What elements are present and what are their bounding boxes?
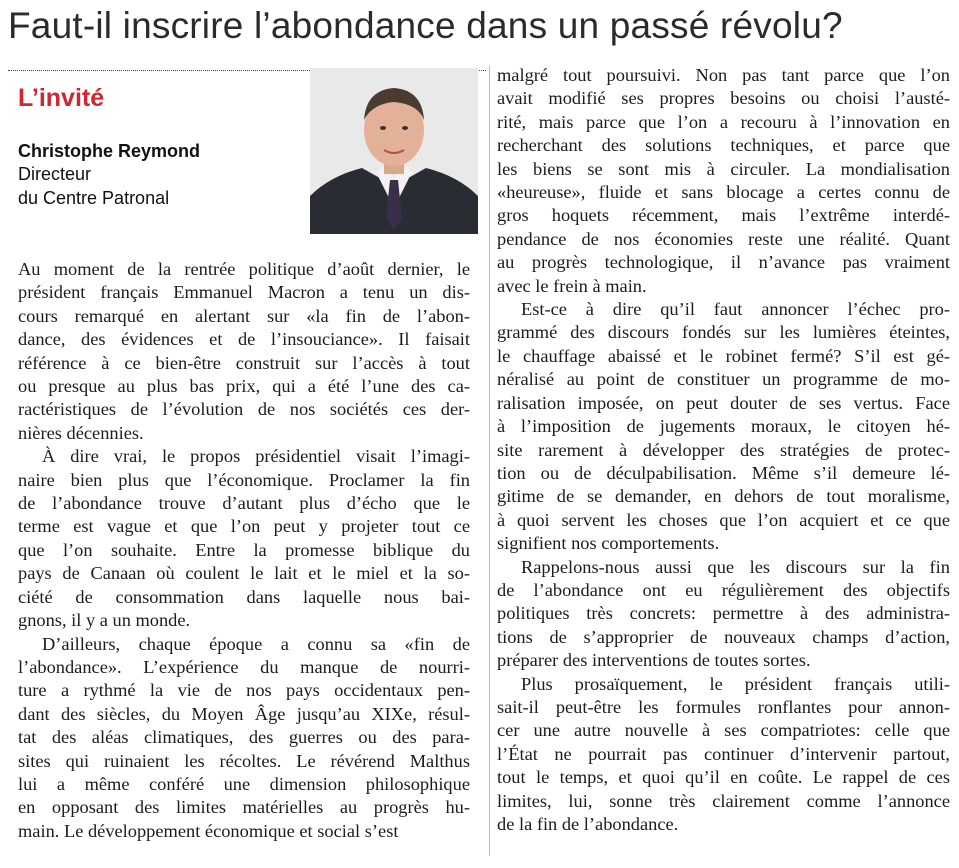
text-line: préparer des interventions de toutes sortes. bbox=[497, 650, 811, 671]
text-line: lui a même conféré une dimension philosophique bbox=[18, 773, 470, 794]
text-line: main. Le développement économique et social s’est bbox=[18, 820, 399, 841]
text-line: recherchant des solutions techniques, et parce que bbox=[497, 135, 950, 156]
text-line: l’État ne pourrait pas continuer d’intervenir partout, bbox=[497, 743, 950, 764]
author-role-line1: Directeur bbox=[18, 164, 92, 184]
text-line: gitime de se demander, en dehors de tout moralisme, bbox=[497, 486, 950, 507]
text-line: signifient nos comportements. bbox=[497, 533, 720, 554]
text-line: ralisation imposée, on peut douter de ses vertus. Face bbox=[497, 392, 950, 413]
text-line: l’abondance». L’expérience du manque de nourri- bbox=[18, 656, 470, 677]
guest-label: L’invité bbox=[18, 84, 105, 112]
text-line: sait-il peut-être les formules ronflantes pour annon- bbox=[497, 696, 950, 717]
text-line: terme est vague et que l’on peut y projeter tout ce bbox=[18, 516, 470, 537]
text-line: de l’abondance ont eu régulièrement des objectifs bbox=[497, 579, 950, 600]
text-line: à quoi servent les choses que l’on acquiert et ce que bbox=[497, 509, 950, 530]
text-line: ciété de consommation dans laquelle nous bai- bbox=[18, 586, 470, 607]
text-line: tion ou de déculpabilisation. Même s’il demeure lé- bbox=[497, 462, 950, 483]
article-column-right bbox=[497, 64, 950, 836]
text-line: site rarement à développer des stratégies de protec- bbox=[497, 439, 950, 460]
text-line: pendance de nos économies reste une réalité. Quant bbox=[497, 228, 950, 249]
text-line: Plus prosaïquement, le président français utili- bbox=[521, 673, 950, 694]
text-line: référence à ce bien-être construit sur l’accès à tout bbox=[18, 352, 470, 373]
text-line: tat des aléas climatiques, des guerres ou des para- bbox=[18, 727, 470, 748]
text-line: gros hoquets récemment, mais l’extrême interdé- bbox=[497, 205, 950, 226]
text-line: de la fin de l’abondance. bbox=[497, 814, 679, 834]
paragraph bbox=[497, 673, 950, 837]
text-line: dant des siècles, du Moyen Âge jusqu’au XIXe, résul- bbox=[18, 703, 470, 724]
text-line: les biens se sont mis à circuler. La mondialisation bbox=[497, 158, 950, 179]
text-line: rité, mais parce que l’on a recouru à l’innovation en bbox=[497, 111, 950, 132]
text-line: ou presque au plus bas prix, qui a été l’une des ca- bbox=[18, 376, 470, 397]
text-line: «heureuse», fluide et sans blocage a certes connu de bbox=[497, 182, 950, 203]
text-line: politiques très concrets: permettre à des administra- bbox=[497, 603, 950, 624]
author-portrait bbox=[310, 68, 478, 234]
text-line: sites qui ruinaient les récoltes. Le révérend Malthus bbox=[18, 750, 470, 771]
text-line: Est-ce à dire qu’il faut annoncer l’échec pro- bbox=[521, 299, 950, 320]
text-line: néralisé au point de constituer un programme de mo- bbox=[497, 369, 950, 390]
text-line: que l’on souhaite. Entre la promesse biblique du bbox=[18, 539, 470, 560]
paragraph bbox=[497, 298, 950, 555]
paragraph bbox=[497, 64, 950, 298]
article-column-left bbox=[18, 258, 470, 843]
text-line: au progrès technologique, il n’avance pas vraiment bbox=[497, 252, 950, 273]
paragraph bbox=[497, 556, 950, 673]
text-line: président français Emmanuel Macron a tenu un dis- bbox=[18, 282, 470, 303]
article-headline: Faut-il inscrire l’abondance dans un passé révolu? bbox=[8, 5, 843, 46]
text-line: À dire vrai, le propos présidentiel visait l’imagi- bbox=[42, 446, 470, 467]
text-line: avec le frein à main. bbox=[497, 275, 647, 296]
author-role-line2: du Centre Patronal bbox=[18, 188, 170, 208]
text-line: Rappelons-nous aussi que les discours sur la fin bbox=[521, 556, 950, 577]
paragraph bbox=[18, 633, 470, 844]
column-divider bbox=[489, 66, 490, 856]
text-line: le chauffage abaissé et le robinet fermé? S’il est gé- bbox=[497, 345, 950, 366]
guest-box bbox=[8, 62, 480, 234]
text-line: Au moment de la rentrée politique d’août dernier, le bbox=[18, 259, 470, 279]
paragraph bbox=[18, 445, 470, 632]
text-line: nières décennies. bbox=[18, 422, 144, 443]
text-line: de l’abondance trouve d’autant plus d’écho que le bbox=[18, 493, 470, 514]
text-line: gnons, il y a un monde. bbox=[18, 610, 191, 631]
text-line: tout le temps, et quoi qu’il en coûte. Le rappel de ces bbox=[497, 767, 950, 788]
text-line: cer une autre nouvelle à ses compatriotes: celle que bbox=[497, 720, 950, 741]
paragraph bbox=[18, 258, 470, 445]
text-line: avait modifié ses propres besoins ou choisi l’austé- bbox=[497, 88, 950, 109]
text-line: pays de Canaan où coulent le lait et le miel et la so- bbox=[18, 563, 470, 584]
text-line: tions de s’approprier de nouveaux champs d’action, bbox=[497, 626, 950, 647]
text-line: ractéristiques de l’évolution de nos sociétés ces der- bbox=[18, 399, 470, 420]
text-line: ture a rythmé la vie de nos pays occidentaux pen- bbox=[18, 680, 470, 701]
text-line: à l’imposition de jugements moraux, le citoyen hé- bbox=[497, 416, 950, 437]
text-line: en opposant des limites matérielles au progrès hu- bbox=[18, 797, 470, 818]
author-name: Christophe Reymond bbox=[18, 141, 201, 161]
text-line: cours remarqué en alertant sur «la fin de l’abon- bbox=[18, 305, 470, 326]
text-line: limites, lui, sonne très clairement comme l’annonce bbox=[497, 790, 950, 811]
text-line: grammé des discours fondés sur les lumières éteintes, bbox=[497, 322, 950, 343]
text-line: naire bien plus que l’économique. Proclamer la fin bbox=[18, 469, 470, 490]
text-line: malgré tout poursuivi. Non pas tant parce que l’on bbox=[497, 65, 950, 85]
text-line: dance, des évidences et de l’insouciance». Il faisait bbox=[18, 329, 470, 350]
text-line: D’ailleurs, chaque époque a connu sa «fin de bbox=[42, 633, 470, 654]
